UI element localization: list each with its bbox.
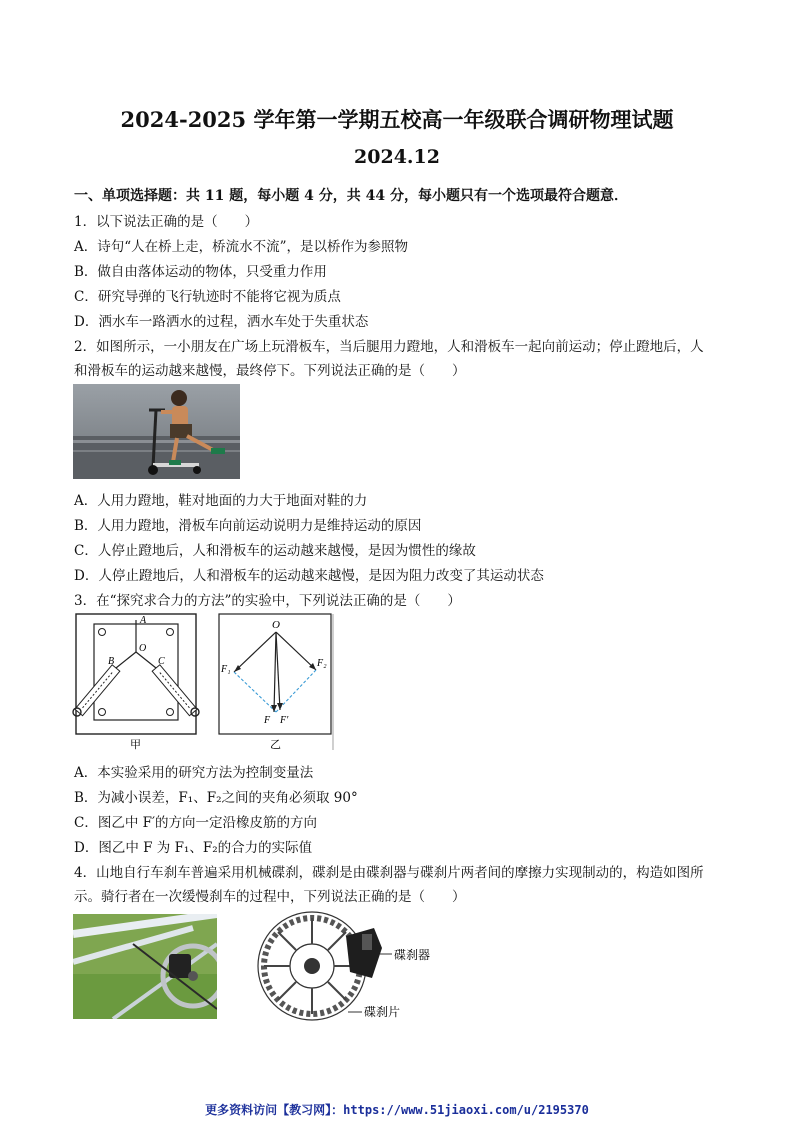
fig-jia-label-a: A [140, 615, 147, 626]
fig-yi-label-f: F [264, 715, 271, 726]
figure-jia [72, 612, 200, 752]
fig-yi-label-o: O [272, 619, 280, 631]
q2-option-d: D．人停止蹬地后，人和滑板车的运动越来越慢，是因为阻力改变了其运动状态 [74, 568, 544, 584]
q1-option-c: C．研究导弹的飞行轨迹时不能将它视为质点 [74, 289, 341, 305]
q2-option-a: A．人用力蹬地，鞋对地面的力大于地面对鞋的力 [74, 493, 368, 509]
fig-yi-label-fprime: F′ [280, 715, 289, 726]
fig-yi-label-f2: F₂ [317, 658, 327, 669]
q3-stem: 3．在“探究求合力的方法”的实验中，下列说法正确的是（ ） [74, 593, 461, 609]
bike-brake-photo [73, 914, 217, 1019]
fig-jia-caption: 甲 [130, 739, 141, 751]
q3-option-b: B．为减小误差，F₁、F₂之间的夹角必须取 90° [74, 790, 358, 806]
fig-yi-label-f1: F₁ [221, 664, 231, 675]
q3-option-a: A．本实验采用的研究方法为控制变量法 [74, 765, 314, 781]
q4-stem-line2: 示。骑行者在一次缓慢刹车的过程中，下列说法正确的是（ ） [74, 889, 466, 905]
fig-jia-label-b: B [108, 656, 115, 667]
q2-option-b: B．人用力蹬地，滑板车向前运动说明力是维持运动的原因 [74, 518, 422, 534]
q2-stem-line2: 和滑板车的运动越来越慢，最终停下。下列说法正确的是（ ） [74, 363, 466, 379]
caliper-label: 碟刹器 [394, 948, 431, 962]
q1-option-d: D．洒水车一路洒水的过程，洒水车处于失重状态 [74, 314, 369, 330]
footer-link[interactable]: 更多资料访问【教习网】：https://www.51jiaoxi.com/u/2195370 [205, 1103, 589, 1117]
q1-stem: 1．以下说法正确的是（ ） [74, 214, 259, 230]
q1-option-b: B．做自由落体运动的物体，只受重力作用 [74, 264, 327, 280]
q3-option-d: D．图乙中 F 为 F₁、F₂的合力的实际值 [74, 840, 313, 856]
q1-option-a: A．诗句“人在桥上走，桥流水不流”，是以桥作为参照物 [74, 239, 409, 255]
q2-stem-line1: 2．如图所示，一小朋友在广场上玩滑板车，当后腿用力蹬地，人和滑板车一起向前运动；停止蹬地后，人 [74, 339, 704, 355]
scooter-photo [73, 384, 240, 479]
q4-stem-line1: 4．山地自行车刹车普遍采用机械碟刹，碟刹是由碟刹器与碟刹片两者间的摩擦力实现制动的，构造如图所 [74, 865, 704, 881]
figure-yi [216, 612, 336, 752]
q2-option-c: C．人停止蹬地后，人和滑板车的运动越来越慢，是因为惯性的缘故 [74, 543, 476, 559]
fig-jia-label-c: C [158, 656, 165, 667]
q3-option-c: C．图乙中 F′的方向一定沿橡皮筋的方向 [74, 815, 318, 831]
exam-title: 2024-2025 学年第一学期五校高一年级联合调研物理试题 [120, 107, 674, 132]
disc-brake-diagram [250, 908, 450, 1026]
disc-label: 碟刹片 [364, 1005, 401, 1019]
fig-jia-label-o: O [139, 643, 147, 654]
section-heading: 一、单项选择题：共 11 题，每小题 4 分，共 44 分，每小题只有一个选项最符合题意． [74, 188, 628, 204]
exam-date: 2024.12 [354, 146, 440, 168]
fig-yi-caption: 乙 [270, 739, 281, 751]
